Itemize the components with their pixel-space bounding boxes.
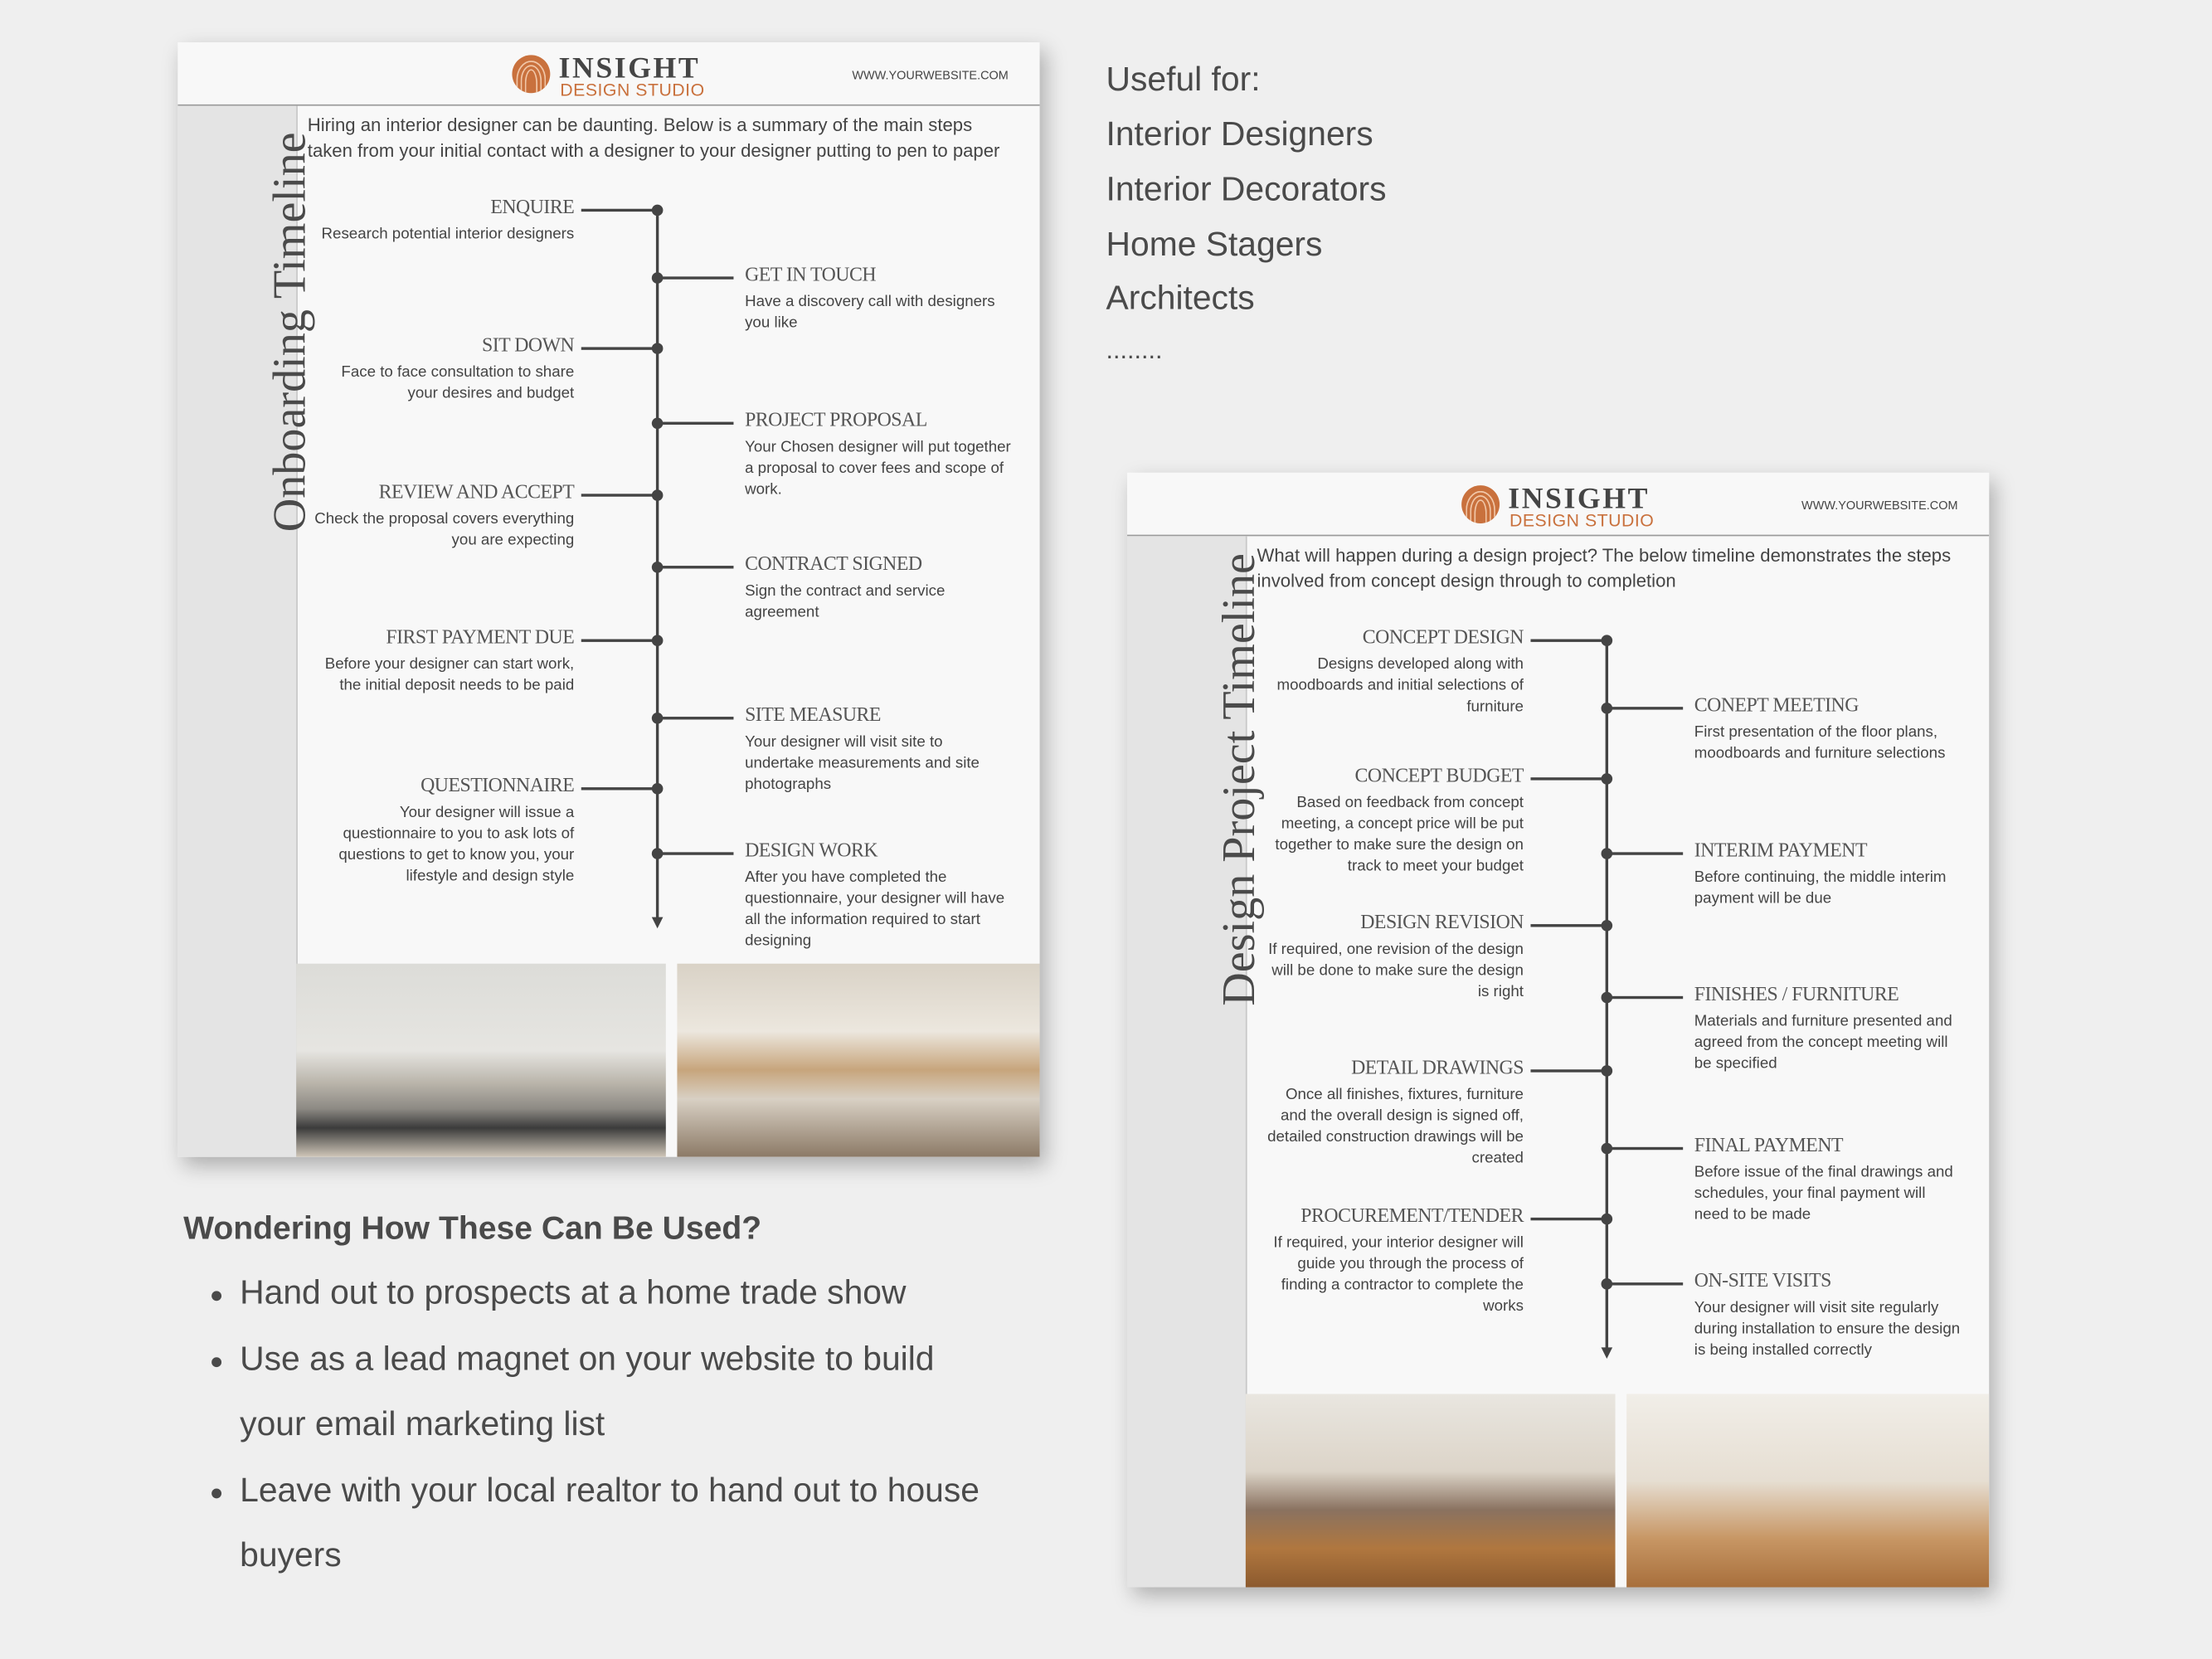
step-desc: Before issue of the final drawings and schedules, your final payment will need to be made (1694, 1164, 1953, 1224)
step-desc: Before your designer can start work, the initial deposit needs to be paid (324, 655, 575, 694)
step-desc: If required, your interior designer will guide you through the process of finding a contractor to complete the works (1273, 1234, 1524, 1316)
usage-bullet-cont: buyers (240, 1536, 342, 1575)
timeline-connector (1607, 707, 1683, 709)
timeline-step (745, 841, 1013, 952)
step-title: SIT DOWN (482, 335, 575, 358)
step-title: FIRST PAYMENT DUE (386, 627, 575, 649)
bullet-icon (211, 1357, 221, 1367)
timeline-connector (658, 717, 734, 719)
timeline-step (1242, 1058, 1524, 1170)
timeline-connector (581, 640, 658, 642)
timeline-connector (1607, 1282, 1683, 1285)
timeline-step (1694, 1136, 1962, 1226)
page-title: Design Project Timeline (1214, 553, 1266, 1006)
step-desc: Check the proposal covers everything you are expecting (314, 510, 575, 549)
interior-photo (677, 964, 1039, 1157)
intro-text: What will happen during a design project? The below timeline demonstrates the steps involved from concept design through to completion (1257, 544, 1952, 591)
interior-photo (1626, 1394, 1989, 1587)
timeline-connector (658, 566, 734, 568)
step-desc: Your designer will visit site to undertake measurements and site photographs (745, 733, 980, 793)
useful-item: Interior Decorators (1106, 170, 1387, 209)
page-header (177, 42, 1039, 106)
living-room-photo (296, 964, 666, 1157)
step-title: FINISHES / FURNITURE (1694, 985, 1899, 1006)
timeline-step (745, 554, 1013, 623)
step-desc: Once all finishes, fixtures, furniture and the overall design is signed off, detailed construction drawings will be created (1267, 1086, 1524, 1167)
timeline-step (1694, 841, 1962, 910)
step-title: REVIEW AND ACCEPT (378, 482, 575, 504)
usage-bullet: Hand out to prospects at a home trade show (240, 1273, 907, 1312)
usage-bullet-cont: your email marketing list (240, 1405, 605, 1444)
timeline-step (1242, 628, 1524, 718)
step-desc: Research potential interior designers (321, 226, 575, 243)
timeline-step (1242, 766, 1524, 878)
step-title: CONCEPT BUDGET (1354, 766, 1524, 788)
timeline-step (1242, 1206, 1524, 1317)
timeline-step (1694, 985, 1962, 1075)
onboarding-timeline-page (177, 42, 1039, 1157)
timeline-connector (1530, 777, 1607, 780)
step-desc: Your designer will visit site regularly during installation to ensure the design is being installed correctly (1694, 1299, 1961, 1359)
timeline-connector (1530, 1069, 1607, 1072)
timeline-step (292, 776, 574, 887)
timeline-step (745, 705, 1013, 795)
timeline-step (1694, 1272, 1962, 1362)
useful-for-heading: Useful for: (1106, 61, 1261, 100)
timeline-step (292, 197, 574, 246)
living-room-photo (1246, 1394, 1616, 1587)
timeline-connector (581, 787, 658, 790)
step-title: DESIGN REVISION (1360, 912, 1524, 934)
timeline-step (745, 411, 1013, 501)
timeline-connector (1607, 852, 1683, 854)
useful-more: ........ (1106, 335, 1163, 364)
useful-item: Architects (1106, 279, 1255, 318)
step-desc: First presentation of the floor plans, moodboards and furniture selections (1694, 723, 1946, 762)
arrow-down-icon (1602, 1347, 1613, 1359)
timeline-connector (658, 852, 734, 854)
brand-name: INSIGHT (558, 51, 701, 85)
page-title: Onboarding Timeline (265, 132, 317, 533)
timeline-connector (1607, 1147, 1683, 1150)
timeline-step (1242, 912, 1524, 1003)
step-title: DETAIL DRAWINGS (1351, 1058, 1524, 1080)
useful-item: Interior Designers (1106, 115, 1373, 154)
timeline-connector (1607, 996, 1683, 999)
useful-item: Home Stagers (1106, 226, 1323, 265)
step-title: ENQUIRE (490, 197, 575, 219)
bullet-icon (211, 1488, 221, 1498)
bullet-icon (211, 1291, 221, 1301)
timeline-connector (1530, 1218, 1607, 1220)
step-desc: After you have completed the questionnaire, your designer will have all the information required to start designing (745, 868, 1005, 950)
timeline-connector (658, 422, 734, 425)
step-desc: Before continuing, the middle interim payment will be due (1694, 868, 1947, 907)
step-title: FINAL PAYMENT (1694, 1136, 1844, 1157)
timeline-connector (581, 347, 658, 349)
logo-icon (512, 55, 550, 93)
brand-subtitle: DESIGN STUDIO (560, 80, 705, 100)
step-desc: Have a discovery call with designers you like (745, 293, 995, 332)
step-title: PROCUREMENT/TENDER (1300, 1206, 1524, 1228)
timeline-connector (1530, 640, 1607, 642)
step-title: CONTRACT SIGNED (745, 554, 922, 576)
usage-heading: Wondering How These Can Be Used? (183, 1209, 762, 1246)
timeline-connector (658, 276, 734, 279)
timeline-connector (1530, 924, 1607, 927)
brand-name: INSIGHT (1508, 481, 1650, 515)
step-title: ON-SITE VISITS (1694, 1271, 1831, 1293)
step-title: GET IN TOUCH (745, 265, 877, 287)
step-desc: Face to face consultation to share your desires and budget (341, 363, 575, 402)
timeline-step (1694, 696, 1962, 765)
logo-icon (1461, 485, 1500, 523)
timeline-connector (581, 209, 658, 212)
step-desc: Materials and furniture presented and agreed from the concept meeting will be specified (1694, 1013, 1952, 1073)
timeline-connector (581, 494, 658, 496)
step-desc: Your Chosen designer will put together a proposal to cover fees and scope of work. (745, 438, 1011, 499)
timeline-step (745, 265, 1013, 334)
arrow-down-icon (652, 917, 664, 929)
step-desc: Your designer will issue a questionnaire to you to ask lots of questions to get to know you, your lifestyle and design style (338, 804, 575, 885)
step-desc: If required, one revision of the design will be done to make sure the design is right (1268, 941, 1524, 1000)
step-title: QUESTIONNAIRE (421, 776, 575, 798)
website-link[interactable]: WWW.YOURWEBSITE.COM (1801, 498, 1958, 513)
timeline-step (292, 628, 574, 697)
brand-subtitle: DESIGN STUDIO (1509, 510, 1655, 531)
usage-bullet: Leave with your local realtor to hand out to house (240, 1472, 980, 1510)
step-title: CONCEPT DESIGN (1362, 627, 1524, 649)
step-desc: Based on feedback from concept meeting, a concept price will be put together to make sure the design on track to meet your budget (1275, 794, 1524, 875)
usage-bullet: Use as a lead magnet on your website to build (240, 1340, 935, 1379)
step-desc: Sign the contract and service agreement (745, 582, 946, 621)
timeline-step (292, 483, 574, 552)
step-title: INTERIM PAYMENT (1694, 840, 1868, 863)
timeline-step (292, 336, 574, 405)
website-link[interactable]: WWW.YOURWEBSITE.COM (852, 67, 1009, 82)
step-desc: Designs developed along with moodboards and initial selections of furniture (1276, 655, 1524, 716)
step-title: DESIGN WORK (745, 840, 878, 863)
step-title: CONEPT MEETING (1694, 695, 1859, 718)
design-project-timeline-page (1127, 473, 1989, 1588)
page-header (1127, 473, 1989, 537)
step-title: SITE MEASURE (745, 705, 881, 727)
intro-text: Hiring an interior designer can be daunting. Below is a summary of the main steps taken from your initial contact with a designer to your designer putting to pen to paper (307, 114, 1000, 161)
step-title: PROJECT PROPOSAL (745, 410, 927, 432)
